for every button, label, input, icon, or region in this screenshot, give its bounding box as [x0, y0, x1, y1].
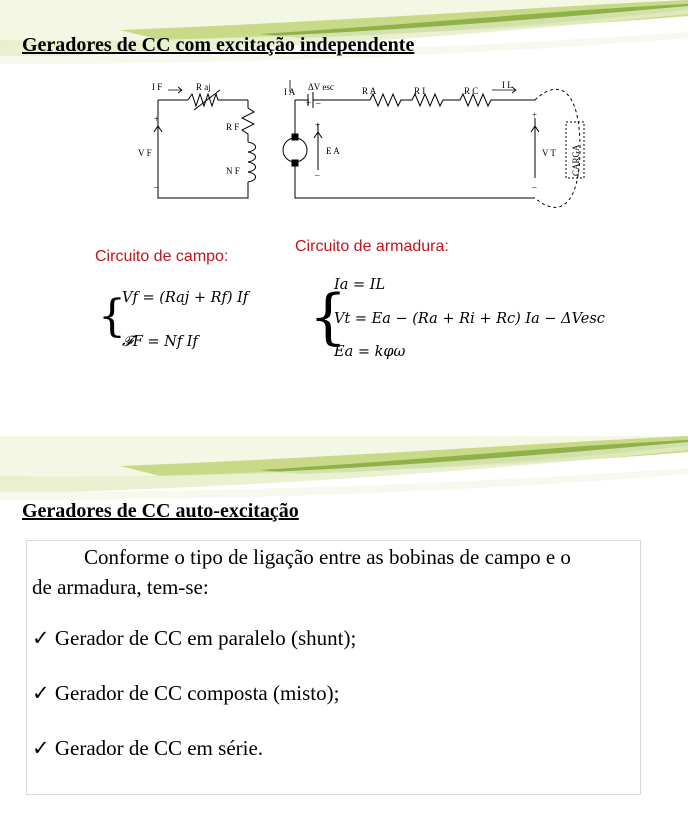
label-if: I F: [152, 82, 163, 92]
armature-eq-3: Ea = kφω: [334, 344, 406, 360]
label-vt: V T: [542, 148, 556, 158]
slide-gap: [0, 390, 688, 436]
label-ea: E A: [326, 146, 340, 156]
label-ri: R I: [414, 86, 426, 96]
minus-ea: –: [315, 170, 320, 180]
check-icon: ✓: [32, 736, 50, 760]
bullet-text: Gerador de CC em série.: [54, 736, 264, 760]
armature-eq-brace: {: [309, 282, 348, 352]
plus-esc: +: [306, 98, 312, 108]
label-dvesc: ΔV esc: [308, 82, 334, 92]
label-ra: R A: [362, 86, 377, 96]
plus-ea: +: [315, 120, 321, 130]
label-rf: R F: [226, 122, 240, 132]
slide-2: [0, 436, 688, 833]
bullet-text: Gerador de CC em paralelo (shunt);: [54, 626, 357, 650]
label-carga: CARGA: [571, 144, 581, 176]
field-eq-brace: {: [98, 291, 126, 342]
paragraph-line-2: de armadura, tem-se:: [32, 575, 209, 599]
plus-vt: +: [532, 110, 538, 120]
check-icon: ✓: [32, 681, 50, 705]
header-swoosh-2: [0, 436, 688, 506]
plus-vf: +: [154, 114, 160, 124]
field-circuit-label: Circuito de campo:: [95, 248, 229, 265]
slide-1: [0, 0, 688, 390]
label-vf: V F: [138, 148, 152, 158]
minus-vf: –: [154, 182, 159, 192]
armature-eq-1: Ia = IL: [334, 277, 386, 293]
paragraph-line-1: Conforme o tipo de ligação entre as bobinas de campo e o: [84, 545, 571, 569]
armature-eq-2: Vt = Ea − (Ra + Ri + Rc) Ia − ΔVesc: [334, 311, 605, 327]
label-nf: N F: [226, 166, 240, 176]
label-ia: I A: [284, 87, 296, 97]
armature-circuit-label: Circuito de armadura:: [295, 238, 449, 255]
bullet-item: [32, 626, 356, 651]
bullet-item: [32, 736, 263, 761]
label-rc: R C: [464, 86, 479, 96]
label-raj: R aj: [196, 82, 211, 92]
slide-2-title: Geradores de CC auto-excitação: [22, 500, 299, 522]
slide-1-title: Geradores de CC com excitação independente: [22, 34, 415, 56]
minus-vt: –: [532, 182, 537, 192]
field-eq-1: Vf = (Raj + Rf) If: [122, 290, 249, 306]
field-circuit: [154, 90, 256, 198]
field-eq-2: 𝓕F = Nf If: [122, 334, 198, 350]
check-icon: ✓: [32, 626, 50, 650]
bullet-text: Gerador de CC composta (misto);: [54, 681, 340, 705]
bullet-item: [32, 681, 339, 706]
label-il: I L: [502, 80, 513, 90]
circuit-diagram: [130, 78, 600, 223]
minus-esc: –: [316, 98, 321, 108]
diagram-labels: [138, 80, 581, 192]
